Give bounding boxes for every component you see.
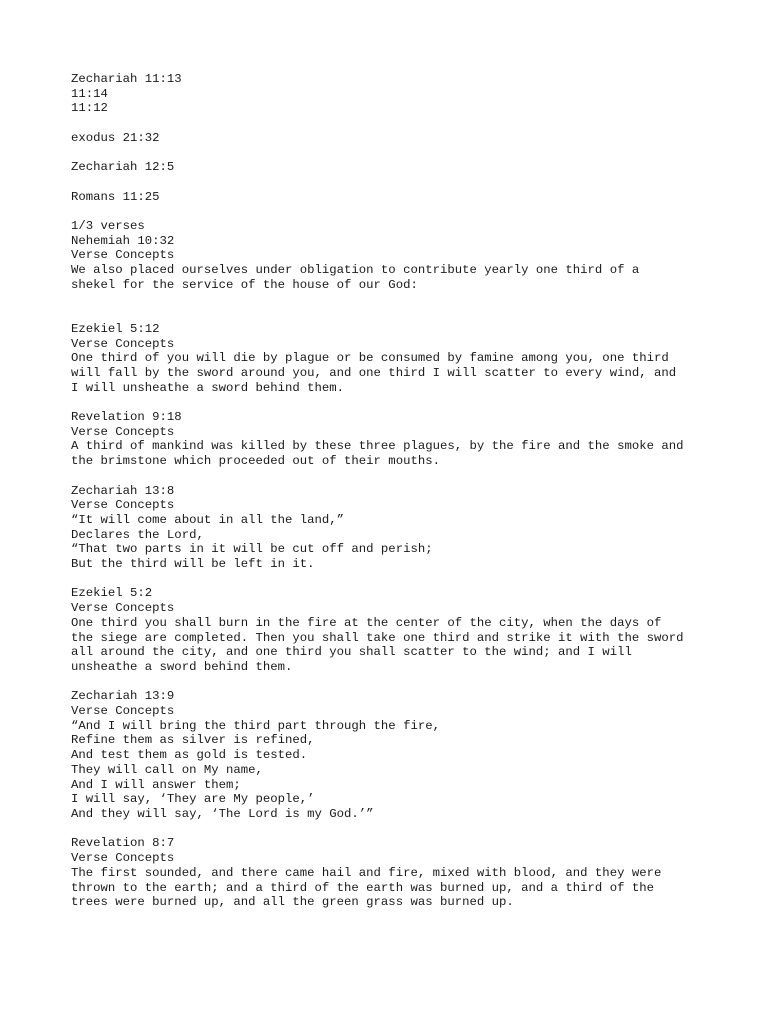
text-line: exodus 21:32 [71,130,160,145]
verse-text: “It will come about in all the land,” [71,512,345,527]
verse-reference: Ezekiel 5:2 [71,586,153,601]
verse-concepts-label: Verse Concepts [71,336,175,351]
verse-text: Refine them as silver is refined, [71,733,315,748]
blank-line [71,292,711,307]
verse-text: “That two parts in it will be cut off and perish; [71,542,433,557]
blank-line [71,146,711,161]
text-line: Zechariah 12:5 [71,160,175,175]
verse-concepts-label: Verse Concepts [71,424,175,439]
verse-reference: Revelation 8:7 [71,836,175,851]
verse-text: And test them as gold is tested. [71,748,308,763]
text-line: Romans 11:25 [71,189,160,204]
document-page [71,72,711,910]
verse-text: the siege are completed. Then you shall take one third and strike it with the sword [71,630,684,645]
blank-line [71,307,711,322]
verse-text: Declares the Lord, [71,527,204,542]
verse-text: But the third will be left in it. [71,557,315,572]
verse-concepts-label: Verse Concepts [71,704,175,719]
blank-line [71,469,711,484]
verse-text: all around the city, and one third you shall scatter to the wind; and I will [71,645,632,660]
verse-text: shekel for the service of the house of our God: [71,277,418,292]
verse-text: I will say, ‘They are My people,’ [71,792,315,807]
verse-text: And I will answer them; [71,777,241,792]
blank-line [71,116,711,131]
blank-line [71,395,711,410]
blank-line [71,204,711,219]
verse-text: They will call on My name, [71,762,263,777]
verse-concepts-label: Verse Concepts [71,601,175,616]
verse-text: The first sounded, and there came hail and fire, mixed with blood, and they were [71,865,662,880]
verse-text: will fall by the sword around you, and one third I will scatter to every wind, and [71,365,677,380]
verse-text: One third you shall burn in the fire at the center of the city, when the days of [71,615,662,630]
verse-text: I will unsheathe a sword behind them. [71,380,345,395]
blank-line [71,675,711,690]
verse-reference: Ezekiel 5:12 [71,321,160,336]
verse-concepts-label: Verse Concepts [71,851,175,866]
verse-reference: Nehemiah 10:32 [71,233,175,248]
verse-reference: Zechariah 13:8 [71,483,175,498]
blank-line [71,572,711,587]
blank-line [71,822,711,837]
section-heading: 1/3 verses [71,218,145,233]
verse-text: unsheathe a sword behind them. [71,659,293,674]
verse-text: A third of mankind was killed by these three plagues, by the fire and the smoke and [71,439,684,454]
verse-text: We also placed ourselves under obligation to contribute yearly one third of a [71,263,640,278]
blank-line [71,175,711,190]
verse-text: trees were burned up, and all the green grass was burned up. [71,895,514,910]
verse-text: One third of you will die by plague or be consumed by famine among you, one third [71,351,669,366]
verse-concepts-label: Verse Concepts [71,498,175,513]
verse-reference: Revelation 9:18 [71,410,182,425]
text-line: Zechariah 11:13 [71,72,182,86]
verse-text: And they will say, ‘The Lord is my God.’” [71,807,374,821]
verse-text: “And I will bring the third part through the fire, [71,718,440,733]
verse-reference: Zechariah 13:9 [71,689,175,704]
verse-text: thrown to the earth; and a third of the earth was burned up, and a third of the [71,880,654,895]
text-line: 11:14 [71,86,108,101]
text-line: 11:12 [71,101,108,116]
verse-concepts-label: Verse Concepts [71,248,175,263]
verse-text: the brimstone which proceeded out of their mouths. [71,454,440,469]
